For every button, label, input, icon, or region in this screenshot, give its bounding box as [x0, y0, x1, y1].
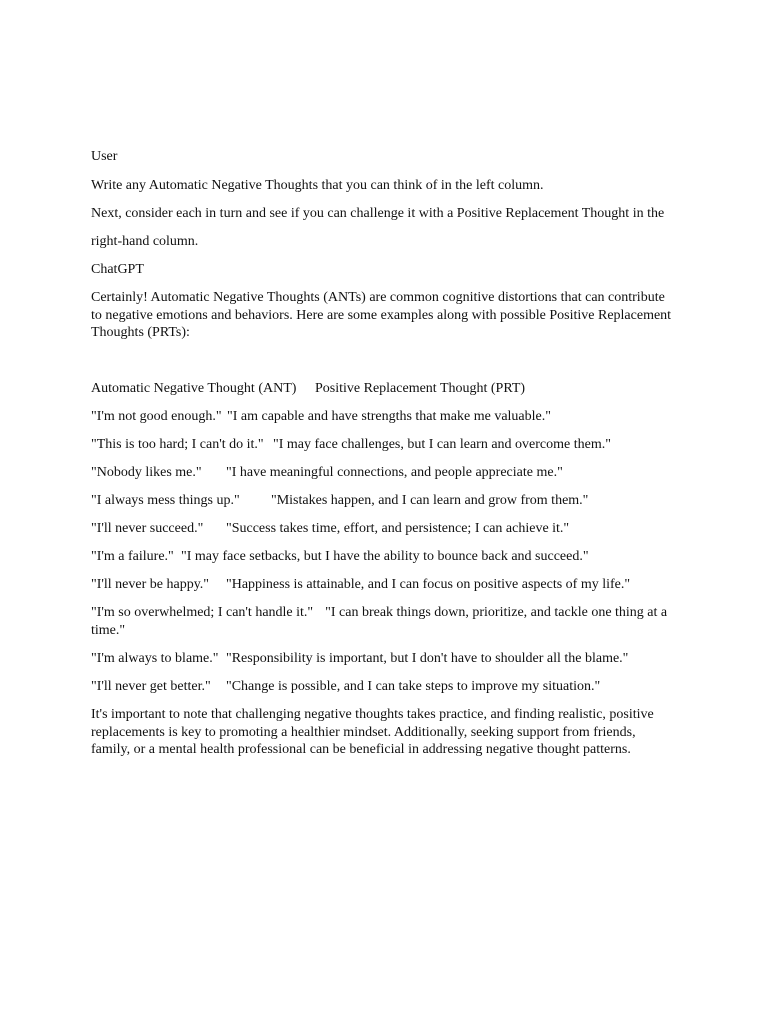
prt-cell: "Change is possible, and I can take steps to improve my situation." — [226, 679, 601, 694]
table-row — [91, 492, 588, 510]
ant-cell: "Nobody likes me." — [91, 465, 202, 480]
user-prompt-line-2: Next, consider each in turn and see if you can challenge it with a Positive Replacement Thought in the — [91, 206, 665, 221]
ant-cell: "I always mess things up." — [91, 493, 240, 508]
table-row — [91, 464, 563, 482]
ant-cell: "I'm a failure." — [91, 549, 174, 564]
table-header-prt: Positive Replacement Thought (PRT) — [315, 381, 526, 396]
conclusion-paragraph: It's important to note that challenging negative thoughts takes practice, and finding realistic, positive replacements is key to promoting a healthier mindset. Additionally, seeking support from friends, family, or a mental health professional can be beneficial in addressing negative thought patterns. — [91, 707, 654, 757]
table-row — [91, 576, 630, 594]
prt-cell: "Happiness is attainable, and I can focus on positive aspects of my life." — [226, 577, 631, 592]
ant-cell: "This is too hard; I can't do it." — [91, 437, 264, 452]
table-header — [91, 380, 525, 398]
user-label: User — [91, 149, 118, 164]
table-row — [91, 650, 628, 668]
table-header-ant: Automatic Negative Thought (ANT) — [91, 381, 297, 396]
assistant-label: ChatGPT — [91, 262, 144, 277]
ant-cell: "I'm not good enough." — [91, 409, 222, 424]
table-row — [91, 408, 551, 426]
prt-cell: "I am capable and have strengths that make me valuable." — [227, 409, 551, 424]
ant-cell: "I'll never be happy." — [91, 577, 210, 592]
table-row — [91, 604, 677, 639]
ant-cell: "I'll never get better." — [91, 679, 211, 694]
prt-cell: "I can break things down, prioritize, and tackle one thing at a time." — [91, 605, 668, 638]
prt-cell: "I may face challenges, but I can learn and overcome them." — [273, 437, 611, 452]
ant-cell: "I'll never succeed." — [91, 521, 204, 536]
prt-cell: "I may face setbacks, but I have the ability to bounce back and succeed." — [181, 549, 589, 564]
prt-cell: "Responsibility is important, but I don't have to shoulder all the blame." — [226, 651, 629, 666]
prt-cell: "Mistakes happen, and I can learn and grow from them." — [271, 493, 589, 508]
user-prompt-line-3: right-hand column. — [91, 234, 199, 249]
prt-cell: "Success takes time, effort, and persistence; I can achieve it." — [226, 521, 570, 536]
user-prompt-line-1: Write any Automatic Negative Thoughts that you can think of in the left column. — [91, 178, 544, 193]
table-row — [91, 678, 600, 696]
table-row — [91, 436, 611, 454]
ant-cell: "I'm always to blame." — [91, 651, 219, 666]
table-row — [91, 520, 569, 538]
prt-cell: "I have meaningful connections, and people appreciate me." — [226, 465, 563, 480]
table-row — [91, 548, 589, 566]
ant-cell: "I'm so overwhelmed; I can't handle it." — [91, 605, 314, 620]
intro-paragraph: Certainly! Automatic Negative Thoughts (ANTs) are common cognitive distortions that can contribute to negative emotions and behaviors. Here are some examples along with possible Positive Replacement Thoughts (PRTs): — [91, 290, 672, 340]
